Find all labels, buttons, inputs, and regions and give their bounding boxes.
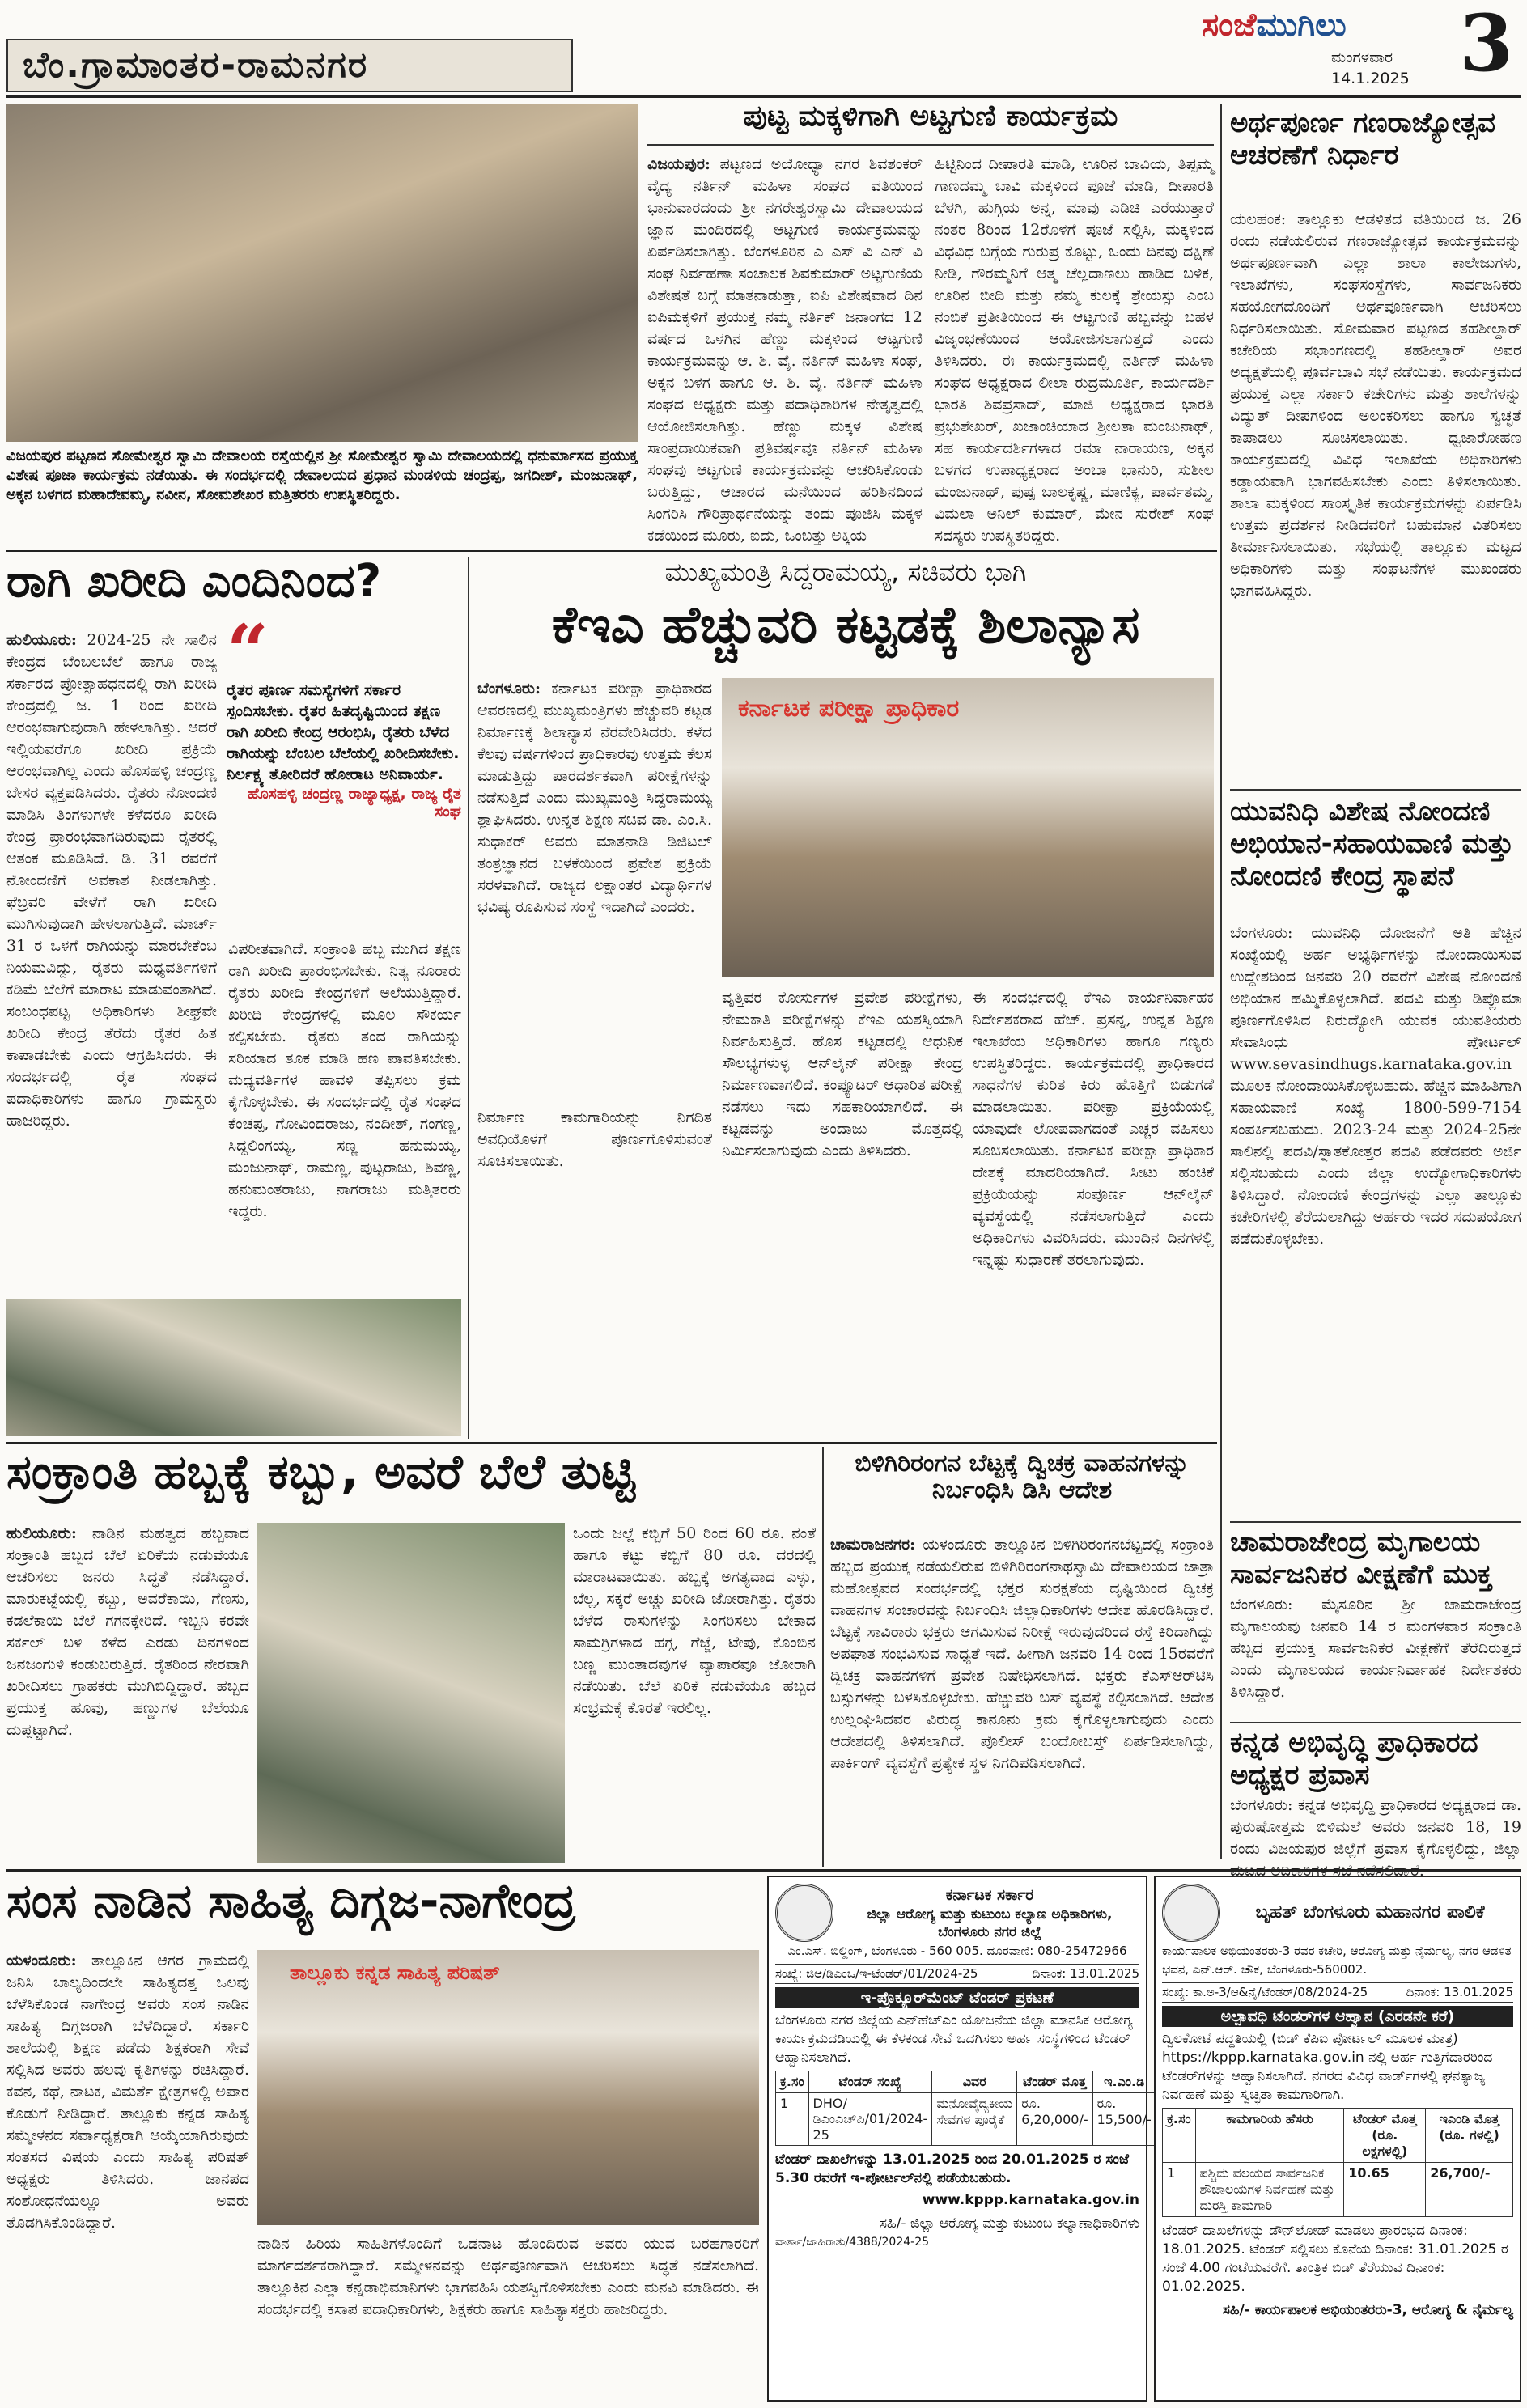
notice-health-sign: ಸಹಿ/- ಜಿಲ್ಲಾ ಆರೋಗ್ಯ ಮತ್ತು ಕುಟುಂಬ ಕಲ್ಯಾಣಾಧಿಕಾರಿಗಳು [879,2215,1139,2232]
ragi-quote-author: ಹೊಸಹಳ್ಳಿ ಚಂದ್ರಣ್ಣ ರಾಜ್ಯಾಧ್ಯಕ್ಷ, ರಾಜ್ಯ ರೈತ ಸಂಘ [247,785,461,820]
headline-biligiri: ಬಿಳಿಗಿರಿರಂಗನ ಬೆಟ್ಟಕ್ಕೆ ದ್ವಿಚಕ್ರ ವಾಹನಗಳನ್ನು ನಿರ್ಬಂಧಿಸಿ ಡಿಸಿ ಆದೇಶ [855,1449,1190,1504]
table-cell: 1 [1163,2163,1196,2217]
notice-bbmp-org: ಬೃಹತ್ ಬೆಂಗಳೂರು ಮಹಾನಗರ ಪಾಲಿಕೆ [1255,1902,1485,1923]
notice-bbmp [1154,1876,1521,2402]
kea-banner-text: ಕರ್ನಾಟಕ ಪರೀಕ್ಷಾ ಪ್ರಾಧಿಕಾರ [738,694,960,723]
lead-caption: ವಿಜಯಪುರ ಪಟ್ಟಣದ ಸೋಮೇಶ್ವರ ಸ್ವಾಮಿ ದೇವಾಲಯ ರಸ್ತೆಯಲ್ಲಿನ ಶ್ರೀ ಸೋಮೇಶ್ವರ ಸ್ವಾಮಿ ದೇವಾಲಯದಲ್ಲಿ ಧನುರ್ಮಾಸದ ಪ್ರಯುಕ್ತ ವಿಶೇಷ ಪೂಜಾ ಕಾರ್ಯಕ್ರಮ ನಡೆಯಿತು. ಈ ಸಂದರ್ಭದಲ್ಲಿ ದೇವಾಲಯದ ಪ್ರಧಾನ ಮಂಡಳಿಯ ಚಂದ್ರಪ್ಪ, ಜಗದೀಶ್, ಮಂಜುನಾಥ್, ಅಕ್ಕನ ಬಳಗದ ಮಹಾದೇವಮ್ಮ, ನವೀನ, ಸೋಮಶೇಖರ ಮತ್ತಿತರರು ಉಪಸ್ಥಿತರಿದ್ದರು. [6,447,638,503]
sidebar-text-republic: ಯಲಹಂಕ: ತಾಲ್ಲೂಕು ಆಡಳಿತದ ವತಿಯಿಂದ ಜ. 26 ರಂದು ನಡೆಯಲಿರುವ ಗಣರಾಜ್ಯೋತ್ಸವ ಕಾರ್ಯಕ್ರಮವನ್ನು ಅರ್ಥಪೂರ್ಣವಾಗಿ ಎಲ್ಲಾ ಶಾಲಾ ಕಾಲೇಜುಗಳು, ಇಲಾಖೆಗಳು, ಸಂಘಸಂಸ್ಥೆಗಳು, ಸಾರ್ವಜನಿಕರು ಸಹಯೋಗದೊಂದಿಗೆ ಅರ್ಥಪೂರ್ಣವಾಗಿ ಆಚರಿಸಲು ನಿರ್ಧರಿಸಲಾಯಿತು. ಸೋಮವಾರ ಪಟ್ಟಣದ ತಹಶೀಲ್ದಾರ್ ಕಚೇರಿಯ ಸಭಾಂಗಣದಲ್ಲಿ ತಹಶೀಲ್ದಾರ್ ಅವರ ಅಧ್ಯಕ್ಷತೆಯಲ್ಲಿ ಪೂರ್ವಭಾವಿ ಸಭೆ ನಡೆಯಿತು. ಕಾರ್ಯಕ್ರಮದ ಪ್ರಯುಕ್ತ ಎಲ್ಲಾ ಸರ್ಕಾರಿ ಕಚೇರಿಗಳು ಮತ್ತು ಶಾಲೆಗಳನ್ನು ವಿದ್ಯುತ್ ದೀಪಗಳಿಂದ ಅಲಂಕರಿಸಲು ಹಾಗೂ ಸ್ವಚ್ಛತೆ ಕಾಪಾಡಲು ಸೂಚಿಸಲಾಯಿತು. ಧ್ವಜಾರೋಹಣ ಕಾರ್ಯಕ್ರಮದಲ್ಲಿ ವಿವಿಧ ಇಲಾಖೆಯ ಅಧಿಕಾರಿಗಳು ಕಡ್ಡಾಯವಾಗಿ ಭಾಗವಹಿಸಬೇಕು ಎಂದು ತಿಳಿಸಲಾಯಿತು. ಶಾಲಾ ಮಕ್ಕಳಿಂದ ಸಾಂಸ್ಕೃತಿಕ ಕಾರ್ಯಕ್ರಮಗಳನ್ನು ಏರ್ಪಡಿಸಿ ಉತ್ತಮ ಪ್ರದರ್ಶನ ನೀಡಿದವರಿಗೆ ಬಹುಮಾನ ವಿತರಿಸಲು ತೀರ್ಮಾನಿಸಲಾಯಿತು. ಸಭೆಯಲ್ಲಿ ತಾಲ್ಲೂಕು ಮಟ್ಟದ ಅಧಿಕಾರಿಗಳು ಮತ್ತು ಸಂಘಟನೆಗಳ ಮುಖಂಡರು ಭಾಗವಹಿಸಿದ್ದರು. [1230,210,1521,600]
notice-health-title: ಇ-ಪ್ರೊಕ್ಯೂರ್‌ಮೆಂಟ್ ಟೆಂಡರ್ ಪ್ರಕಟಣೆ [775,1987,1139,2008]
section-label: ಬೆಂ.ಗ್ರಾಮಾಂತರ-ರಾಮನಗರ [6,39,573,92]
story-ragi-col2: ವಿಪರೀತವಾಗಿದೆ. ಸಂಕ್ರಾಂತಿ ಹಬ್ಬ ಮುಗಿದ ತಕ್ಷಣ ರಾಗಿ ಖರೀದಿ ಪ್ರಾರಂಭಿಸಬೇಕು. ನಿತ್ಯ ನೂರಾರು ರೈತರು ಖರೀದಿ ಕೇಂದ್ರಗಳಿಗೆ ಅಲೆಯುತ್ತಿದ್ದಾರೆ. ಖರೀದಿ ಕೇಂದ್ರಗಳಲ್ಲಿ ಮೂಲ ಸೌಕರ್ಯ ಕಲ್ಪಿಸಬೇಕು. ರೈತರು ತಂದ ರಾಗಿಯನ್ನು ಸರಿಯಾದ ತೂಕ ಮಾಡಿ ಹಣ ಪಾವತಿಸಬೇಕು. ಮಧ್ಯವರ್ತಿಗಳ ಹಾವಳಿ ತಪ್ಪಿಸಲು ಕ್ರಮ ಕೈಗೊಳ್ಳಬೇಕು. ಈ ಸಂದರ್ಭದಲ್ಲಿ ರೈತ ಸಂಘದ ಕೆಂಚಪ್ಪ, ಗೋವಿಂದರಾಜು, ನಂದೀಶ್, ಗಂಗಣ್ಣ, ಸಿದ್ದಲಿಂಗಯ್ಯ, ಸಣ್ಣ ಹನುಮಯ್ಯ, ಮಂಜುನಾಥ್, ರಾಮಣ್ಣ, ಪುಟ್ಟರಾಜು, ಶಿವಣ್ಣ, ಹನುಮಂತರಾಜು, ನಾಗರಾಜು ಮತ್ತಿತರರು ಇದ್ದರು. [228,940,461,1220]
table-header: ಕ್ರ.ಸಂ [1163,2109,1196,2163]
row-rule-1 [6,550,1217,552]
masthead-date: 14.1.2025 [1331,70,1410,87]
sidebar-title-kannada: ಕನ್ನಡ ಅಭಿವೃದ್ಧಿ ಪ್ರಾಧಿಕಾರದ ಅಧ್ಯಕ್ಷರ ಪ್ರವಾಸ [1230,1722,1521,1791]
headline-putta-makkalu: ಪುಟ್ಟ ಮಕ್ಕಳಿಗಾಗಿ ಅಟ್ಟಗುಣಿ ಕಾರ್ಯಕ್ರಮ [647,100,1214,146]
col-rule-biligiri [822,1447,824,1867]
story-putta-col1: ವಿಜಯಪುರ: ಪಟ್ಟಣದ ಅಯೋಧ್ಯಾ ನಗರ ಶಿವಶಂಕರ್ ವೈದ್ಯ ನರ್ತಿನ್ ಮಹಿಳಾ ಸಂಘದ ವತಿಯಿಂದ ಭಾನುವಾರದಂದು ಶ್ರೀ ನಗರೇಶ್ವರಸ್ವಾಮಿ ದೇವಾಲಯದ ಜ್ಞಾನ ಮಂದಿರದಲ್ಲಿ ಆಟ್ಟಗುಣಿ ಕಾರ್ಯಕ್ರಮವನ್ನು ಏರ್ಪಡಿಸಲಾಗಿತ್ತು. ಬೆಂಗಳೂರಿನ ಎ ಎಸ್ ವಿ ಎನ್ ವಿ ಸಂಘ ನಿರ್ವಹಣಾ ಸಂಚಾಲಕ ಶಿವಕುಮಾರ್ ಅಟ್ಟಗುಣಿಯ ವಿಶೇಷತೆ ಬಗ್ಗೆ ಮಾತನಾಡುತ್ತಾ, ಐಪಿ ವಿಶೇಷವಾದ ದಿನ ಐಪಿಮಕ್ಕಳಿಗೆ ಪ್ರಯುಕ್ತ ನಮ್ಮ ನರ್ತಿಕ್ ಜನಾಂಗದ 12 ವರ್ಷದ ಒಳಗಿನ ಹೆಣ್ಣು ಮಕ್ಕಳಿಂದ ಆಟ್ಟಗುಣಿ ಕಾರ್ಯಕ್ರಮವನ್ನು ಆ. ಶಿ. ವೈ. ನರ್ತಿನ್ ಮಹಿಳಾ ಸಂಘ, ಅಕ್ಕನ ಬಳಗ ಹಾಗೂ ಆ. ಶಿ. ವೈ. ನರ್ತಿನ್ ಮಹಿಳಾ ಸಂಘದ ಅಧ್ಯಕ್ಷರು ಮತ್ತು ಪದಾಧಿಕಾರಿಗಳ ನೇತೃತ್ವದಲ್ಲಿ ಆಯೋಜಿಸಲಾಗಿತ್ತು. ಹೆಣ್ಣು ಮಕ್ಕಳ ವಿಶೇಷ ಸಾಂಪ್ರದಾಯಿಕವಾಗಿ ಪ್ರತಿವರ್ಷವೂ ನರ್ತಿನ್ ಮಹಿಳಾ ಸಂಘವು ಆಟ್ಟಗುಣಿ ಕಾರ್ಯಕ್ರಮವನ್ನು ಆಚರಿಸಿಕೊಂಡು ಬರುತ್ತಿದ್ದು, ಆಚಾರದ ಮನೆಯಿಂದ ಹರಿಶಿನದಿಂದ ಸಿಂಗರಿಸಿ ಗೌರಿಪ್ರಾರ್ಥನೆಯನ್ನು ತಂದು ಪೂಜಿಸಿ ಮಕ್ಕಳ ಕಡೆಯಿಂದ ಮೂರು, ಐದು, ಒಂಬತ್ತು ಅಕ್ಕಿಯ [647,155,923,545]
notice-bbmp-sign: ಸಹಿ/- ಕಾರ್ಯಪಾಲಕ ಅಭಿಯಂತರರು-3, ಆರೋಗ್ಯ & ನೈರ್ಮಲ್ಯ [1222,2302,1513,2318]
story-nagendra-col2: ನಾಡಿನ ಹಿರಿಯ ಸಾಹಿತಿಗಳೊಂದಿಗೆ ಒಡನಾಟ ಹೊಂದಿರುವ ಅವರು ಯುವ ಬರಹಗಾರರಿಗೆ ಮಾರ್ಗದರ್ಶಕರಾಗಿದ್ದಾರೆ. ಸಮ್ಮೇಳನವನ್ನು ಅರ್ಥಪೂರ್ಣವಾಗಿ ಆಚರಿಸಲು ಸಿದ್ಧತೆ ನಡೆಸಲಾಗಿದೆ. ತಾಲ್ಲೂಕಿನ ಎಲ್ಲಾ ಕನ್ನಡಾಭಿಮಾನಿಗಳು ಭಾಗವಹಿಸಿ ಯಶಸ್ವಿಗೊಳಿಸಬೇಕು ಎಂದು ಮನವಿ ಮಾಡಿದರು. ಈ ಸಂದರ್ಭದಲ್ಲಿ ಕಸಾಪ ಪದಾಧಿಕಾರಿಗಳು, ಶಿಕ್ಷಕರು ಹಾಗೂ ಸಾಹಿತ್ಯಾಸಕ್ತರು ಹಾಜರಿದ್ದರು. [257,2235,759,2318]
sidebar-text-yuvanidhi: ಬೆಂಗಳೂರು: ಯುವನಿಧಿ ಯೋಜನೆಗೆ ಅತಿ ಹೆಚ್ಚಿನ ಸಂಖ್ಯೆಯಲ್ಲಿ ಅರ್ಹ ಅಭ್ಯರ್ಥಿಗಳನ್ನು ನೋಂದಾಯಿಸುವ ಉದ್ದೇಶದಿಂದ ಜನವರಿ 20 ರವರೆಗೆ ವಿಶೇಷ ನೋಂದಣಿ ಅಭಿಯಾನ ಹಮ್ಮಿಕೊಳ್ಳಲಾಗಿದೆ. ಪದವಿ ಮತ್ತು ಡಿಪ್ಲೊಮಾ ಪೂರ್ಣಗೊಳಿಸಿದ ನಿರುದ್ಯೋಗಿ ಯುವಕ ಯುವತಿಯರು ಸೇವಾಸಿಂಧು ಪೋರ್ಟಲ್ www.sevasindhugs.karnataka.gov.in ಮೂಲಕ ನೋಂದಾಯಿಸಿಕೊಳ್ಳಬಹುದು. ಹೆಚ್ಚಿನ ಮಾಹಿತಿಗಾಗಿ ಸಹಾಯವಾಣಿ ಸಂಖ್ಯೆ 1800-599-7154 ಸಂಪರ್ಕಿಸಬಹುದು. 2023-24 ಮತ್ತು 2024-25ನೇ ಸಾಲಿನಲ್ಲಿ ಪದವಿ/ಸ್ನಾತಕೋತ್ತರ ಪದವಿ ಪಡೆದವರು ಅರ್ಜಿ ಸಲ್ಲಿಸಬಹುದು ಎಂದು ಜಿಲ್ಲಾ ಉದ್ಯೋಗಾಧಿಕಾರಿಗಳು ತಿಳಿಸಿದ್ದಾರೆ. ನೋಂದಣಿ ಕೇಂದ್ರಗಳನ್ನು ಎಲ್ಲಾ ತಾಲ್ಲೂಕು ಕಚೇರಿಗಳಲ್ಲಿ ತೆರೆಯಲಾಗಿದ್ದು ಅರ್ಹರು ಇದರ ಸದುಪಯೋಗ ಪಡೆದುಕೊಳ್ಳಬೇಕು. [1230,924,1521,1248]
headline-sankranti: ಸಂಕ್ರಾಂತಿ ಹಬ್ಬಕ್ಕೆ ಕಬ್ಬು, ಅವರೆ ಬೆಲೆ ತುಟ್ಟಿ [6,1444,636,1499]
table-header: ಟೆಂಡರ್ ಮೊತ್ತ (ರೂ. ಲಕ್ಷಗಳಲ್ಲಿ) [1344,2109,1426,2163]
story-kea-col2: ವೃತ್ತಿಪರ ಕೋರ್ಸುಗಳ ಪ್ರವೇಶ ಪರೀಕ್ಷೆಗಳು, ನೇಮಕಾತಿ ಪರೀಕ್ಷೆಗಳನ್ನು ಕೆಇಎ ಯಶಸ್ವಿಯಾಗಿ ನಿರ್ವಹಿಸುತ್ತಿದೆ. ಹೊಸ ಕಟ್ಟಡದಲ್ಲಿ ಆಧುನಿಕ ಸೌಲಭ್ಯಗಳುಳ್ಳ ಆನ್‌ಲೈನ್ ಪರೀಕ್ಷಾ ಕೇಂದ್ರ ನಿರ್ಮಾಣವಾಗಲಿದೆ. ಕಂಪ್ಯೂಟರ್ ಆಧಾರಿತ ಪರೀಕ್ಷೆ ನಡೆಸಲು ಇದು ಸಹಕಾರಿಯಾಗಲಿದೆ. ಈ ಕಟ್ಟಡವನ್ನು ಅಂದಾಜು ಮೊತ್ತದಲ್ಲಿ ನಿರ್ಮಿಸಲಾಗುವುದು ಎಂದು ತಿಳಿಸಿದರು. [722,989,963,1159]
notice-health [767,1876,1152,2402]
bbmp-emblem-icon [1162,1884,1220,1942]
table-cell: 1 [776,2093,809,2146]
headline-ragi: ರಾಗಿ ಖರೀದಿ ಎಂದಿನಿಂದ? [6,555,382,608]
lead-photo [6,104,638,442]
sidebar-text-kannada: ಬೆಂಗಳೂರು: ಕನ್ನಡ ಅಭಿವೃದ್ಧಿ ಪ್ರಾಧಿಕಾರದ ಅಧ್ಯಕ್ಷರಾದ ಡಾ. ಪುರುಷೋತ್ತಮ ಬಿಳಿಮಲೆ ಅವರು ಜನವರಿ 18, 19 ರಂದು ವಿಜಯಪುರ ಜಿಲ್ಲೆಗೆ ಪ್ರವಾಸ ಕೈಗೊಳ್ಳಲಿದ್ದು, ಜಿಲ್ಲಾ [1230,1796,1521,1858]
kea-photo [722,678,1214,977]
masthead [1202,0,1521,92]
notice-bbmp-title: ಅಲ್ಪಾವಧಿ ಟೆಂಡರ್‌ಗಳ ಆಹ್ವಾನ (ಎರಡನೇ ಕರೆ) [1162,2006,1513,2027]
table-cell: ಪಶ್ಚಿಮ ವಲಯದ ಸಾರ್ವಜನಿಕ ಶೌಚಾಲಯಗಳ ನಿರ್ವಹಣೆ ಮತ್ತು ದುರಸ್ತಿ ಕಾಮಗಾರಿ [1195,2163,1344,2217]
sidebar-text-zoo: ಬೆಂಗಳೂರು: ಮೈಸೂರಿನ ಶ್ರೀ ಚಾಮರಾಜೇಂದ್ರ ಮೃಗಾಲಯವು ಜನವರಿ 14 ರ ಮಂಗಳವಾರ ಸಂಕ್ರಾಂತಿ ಹಬ್ಬದ ಪ್ರಯುಕ್ತ ಸಾರ್ವಜನಿಕರ ವೀಕ್ಷಣೆಗೆ ತೆರೆದಿರುತ್ತದೆ ಎಂದು ಮೃಗಾಲಯದ ಕಾರ್ಯನಿರ್ವಾಹಕ ನಿರ್ದೇಶಕರು ತಿಳಿಸಿದ್ದಾರೆ. [1230,1596,1521,1701]
nagendra-banner-text: ತಾಲ್ಲೂಕು ಕನ್ನಡ ಸಾಹಿತ್ಯ ಪರಿಷತ್ [290,1961,500,1984]
table-cell: 10.65 [1344,2163,1426,2217]
ragi-photo [6,1299,461,1436]
notice-bbmp-address: ಕಾರ್ಯಪಾಲಕ ಅಭಿಯಂತರರು-3 ರವರ ಕಚೇರಿ, ಆರೋಗ್ಯ ಮತ್ತು ನೈರ್ಮಲ್ಯ, ನಗರ ಆಡಳಿತ ಭವನ, ಎನ್.ಆರ್. ಚೌಕ, ಬೆಂಗಳೂರು-560002. [1162,1944,1512,1977]
top-rule [6,95,1521,98]
table-header: ಇ.ಎಂ.ಡಿ [1092,2071,1156,2093]
row-rule-3 [6,1869,1521,1872]
story-kea-col1: ಬೆಂಗಳೂರು: ಕರ್ನಾಟಕ ಪರೀಕ್ಷಾ ಪ್ರಾಧಿಕಾರದ ಆವರಣದಲ್ಲಿ ಮುಖ್ಯಮಂತ್ರಿಗಳು ಹೆಚ್ಚುವರಿ ಕಟ್ಟಡ ನಿರ್ಮಾಣಕ್ಕೆ ಶಿಲಾನ್ಯಾಸ ನೆರವೇರಿಸಿದರು. ಕಳೆದ ಕೆಲವು ವರ್ಷಗಳಿಂದ ಪ್ರಾಧಿಕಾರವು ಉತ್ತಮ ಕೆಲಸ ಮಾಡುತ್ತಿದ್ದು ಪಾರದರ್ಶಕವಾಗಿ ಪರೀಕ್ಷೆಗಳನ್ನು ನಡೆಸುತ್ತಿದೆ ಎಂದು ಮುಖ್ಯಮಂತ್ರಿ ಸಿದ್ದರಾಮಯ್ಯ ಶ್ಲಾಘಿಸಿದರು. ಉನ್ನತ ಶಿಕ್ಷಣ ಸಚಿವ ಡಾ. ಎಂ.ಸಿ. ಸುಧಾಕರ್ ಅವರು ಮಾತನಾಡಿ ಡಿಜಿಟಲ್ ತಂತ್ರಜ್ಞಾನದ ಬಳಕೆಯಿಂದ ಪ್ರವೇಶ ಪ್ರಕ್ರಿಯೆ ಸರಳವಾಗಿದೆ. ರಾಜ್ಯದ ಲಕ್ಷಾಂತರ ವಿದ್ಯಾರ್ಥಿಗಳ ಭವಿಷ್ಯ ರೂಪಿಸುವ ಸಂಸ್ಥೆ ಇದಾಗಿದೆ ಎಂದರು. [477,680,712,916]
notice-health-office: ಜಿಲ್ಲಾ ಆರೋಗ್ಯ ಮತ್ತು ಕುಟುಂಬ ಕಲ್ಯಾಣ ಅಧಿಕಾರಿಗಳು, ಬೆಂಗಳೂರು ನಗರ ಜಿಲ್ಲೆ [867,1906,1113,1940]
table-header: ಟೆಂಡರ್ ಸಂಖ್ಯೆ [808,2071,932,2093]
notice-bbmp-table [1162,2108,1513,2217]
sankranti-photo [257,1523,565,1863]
story-kea-col1b: ನಿರ್ಮಾಣ ಕಾಮಗಾರಿಯನ್ನು ನಿಗದಿತ ಅವಧಿಯೊಳಗೆ ಪೂರ್ಣಗೊಳಿಸುವಂತೆ ಸೂಚಿಸಲಾಯಿತು. [477,1109,712,1170]
story-sankranti-col1: ಹುಲಿಯೂರು: ನಾಡಿನ ಮಹತ್ವದ ಹಬ್ಬವಾದ ಸಂಕ್ರಾಂತಿ ಹಬ್ಬದ ಬೆಲೆ ಏರಿಕೆಯ ನಡುವೆಯೂ ಆಚರಿಸಲು ಜನರು ಸಿದ್ಧತೆ ನಡೆಸಿದ್ದಾರೆ. ಮಾರುಕಟ್ಟೆಯಲ್ಲಿ ಕಬ್ಬು, ಅವರೆಕಾಯಿ, ಗೆಣಸು, ಕಡಲೆಕಾಯಿ ಬೆಲೆ ಗಗನಕ್ಕೇರಿದೆ. ಇಬ್ಬನಿ ಕರವೇ ಸರ್ಕಲ್ ಬಳಿ ಕಳೆದ ಎರಡು ದಿನಗಳಿಂದ ಜನಜಂಗುಳಿ ಕಂಡುಬರುತ್ತಿದೆ. ರೈತರಿಂದ ನೇರವಾಗಿ ಖರೀದಿಸಲು ಗ್ರಾಹಕರು ಮುಗಿಬಿದ್ದಿದ್ದಾರೆ. ಹಬ್ಬದ ಪ್ರಯುಕ್ತ ಹೂವು, ಹಣ್ಣುಗಳ ಬೆಲೆಯೂ ದುಪ್ಪಟ್ಟಾಗಿದೆ. [6,1524,249,1739]
brand-logo: ಸಂಜೆಮುಗಿಲು [1202,6,1347,44]
story-biligiri: ಚಾಮರಾಜನಗರ: ಯಳಂದೂರು ತಾಲ್ಲೂಕಿನ ಬಿಳಿಗಿರಿರಂಗನಬೆಟ್ಟದಲ್ಲಿ ಸಂಕ್ರಾಂತಿ ಹಬ್ಬದ ಪ್ರಯುಕ್ತ ನಡೆಯಲಿರುವ ಬಿಳಿಗಿರಿರಂಗನಾಥಸ್ವಾಮಿ ದೇವಾಲಯದ ಜಾತ್ರಾ ಮಹೋತ್ಸವದ ಸಂದರ್ಭದಲ್ಲಿ ಭಕ್ತರ ಸುರಕ್ಷತೆಯ ದೃಷ್ಟಿಯಿಂದ ದ್ವಿಚಕ್ರ ವಾಹನಗಳ ಸಂಚಾರವನ್ನು ನಿರ್ಬಂಧಿಸಿ ಜಿಲ್ಲಾಧಿಕಾರಿಗಳು ಆದೇಶ ಹೊರಡಿಸಿದ್ದಾರೆ. ಬೆಟ್ಟಕ್ಕೆ ಸಾವಿರಾರು ಭಕ್ತರು ಆಗಮಿಸುವ ನಿರೀಕ್ಷೆ ಇರುವುದರಿಂದ ರಸ್ತೆ ಕಿರಿದಾಗಿದ್ದು ಅಪಘಾತ ಸಂಭವಿಸುವ ಸಾಧ್ಯತೆ ಇದೆ. ಹೀಗಾಗಿ ಜನವರಿ 14 ರಿಂದ 15ರವರೆಗೆ ದ್ವಿಚಕ್ರ ವಾಹನಗಳಿಗೆ ಪ್ರವೇಶ ನಿಷೇಧಿಸಲಾಗಿದೆ. ಭಕ್ತರು ಕೆಎಸ್‌ಆರ್‌ಟಿಸಿ ಬಸ್ಸುಗಳನ್ನು ಬಳಸಿಕೊಳ್ಳಬೇಕು. ಹೆಚ್ಚುವರಿ ಬಸ್ ವ್ಯವಸ್ಥೆ ಕಲ್ಪಿಸಲಾಗಿದೆ. ಆದೇಶ ಉಲ್ಲಂಘಿಸಿದವರ ವಿರುದ್ಧ ಕಾನೂನು ಕ್ರಮ ಕೈಗೊಳ್ಳಲಾಗುವುದು ಎಂದು ಆದೇಶದಲ್ಲಿ ತಿಳಿಸಲಾಗಿದೆ. ಪೊಲೀಸ್ ಬಂದೋಬಸ್ತ್ ಏರ್ಪಡಿಸಲಾಗಿದ್ದು, ಪಾರ್ಕಿಂಗ್ ವ್ಯವಸ್ಥೆಗೆ ಪ್ರತ್ಯೇಕ ಸ್ಥಳ ನಿಗದಿಪಡಿಸಲಾಗಿದೆ. [830,1536,1214,1772]
story-putta-col2: ಹಿಟ್ಟಿನಿಂದ ದೀಪಾರತಿ ಮಾಡಿ, ಊರಿನ ಬಾವಿಯ, ತಿಪ್ಪಮ್ಮ ಗಾಣದಮ್ಮ ಬಾವಿ ಮಕ್ಕಳಿಂದ ಪೂಜೆ ಮಾಡಿ, ದೀಪಾರತಿ ಬೆಳಗಿ, ಹುಗ್ಗಿಯ ಅನ್ನ, ಮಾವು ಎಡಿಚಿ ಎರೆಯುತ್ತಾರೆ ನಂತರ 8ರಿಂದ 12ರೊಳಗೆ ಪೂಜೆ ಸಲ್ಲಿಸಿ, ಮಕ್ಕಳಿಂದ ವಿಧವಿಧ ಬಗ್ಗೆಯ ಗುರುಪ್ರ ಕೊಟ್ಟು, ಒಂದು ದಿನವು ದಕ್ಷಿಣೆ ನೀಡಿ, ಗೌರಮ್ಮನಿಗೆ ಆತ್ಮ ಚೆಲ್ಲದಾಣಲು ಹಾಡಿದ ಬಳಿಕ, ಊರಿನ ಬೀದಿ ಮತ್ತು ನಮ್ಮ ಕುಲಕ್ಕೆ ಶ್ರೇಯಸ್ಸು ಎಂಬ ನಂಬಿಕೆ ಪ್ರತೀತಿಯಿಂದ ಈ ಆಟ್ಟಗುಣಿ ಹಬ್ಬವನ್ನು ಬಹಳ ವಿಜೃಂಭಣೆಯಿಂದ ಆಯೋಜಿಸಲಾಗುತ್ತದೆ ಎಂದು ತಿಳಿಸಿದರು. ಈ ಕಾರ್ಯಕ್ರಮದಲ್ಲಿ ನರ್ತಿನ್ ಮಹಿಳಾ ಸಂಘದ ಅಧ್ಯಕ್ಷರಾದ ಲೀಲಾ ರುದ್ರಮೂರ್ತಿ, ಕಾರ್ಯದರ್ಶಿ ಭಾರತಿ ಶಿವಪ್ರಸಾದ್, ಮಾಜಿ ಅಧ್ಯಕ್ಷರಾದ ಭಾರತಿ ಪ್ರಭುಶೇಖರ್, ಖಜಾಂಚಿಯಾದ ಶ್ರೀಲತಾ ಮಂಜುನಾಥ್, ಸಹ ಕಾರ್ಯದರ್ಶಿಗಳಾದ ರಮಾ ನಾರಾಯಣ, ಅಕ್ಕನ ಬಳಗದ ಉಪಾಧ್ಯಕ್ಷರಾದ ಅಂಬಾ ಭಾನುರಿ, ಸುಶೀಲ ಮಂಜುನಾಥ್, ಪುಷ್ಪ ಬಾಲಕೃಷ್ಣ, ಮಾಣಿಕ್ಯ, ಪಾರ್ವತಮ್ಮ, ವಿಮಲಾ ಅನಿಲ್ ಕುಮಾರ್, ಮೇನ ಸುರೇಶ್ ಸಂಘ ಸದಸ್ಯರು ಉಪಸ್ಥಿತರಿದ್ದರು. [935,155,1214,545]
notice-health-table [775,2071,1156,2146]
page-number: 3 [1459,0,1513,89]
notice-health-website[interactable]: www.kppp.karnataka.gov.in [922,2192,1139,2208]
table-cell: ರೂ. 15,500/- [1092,2093,1156,2146]
story-ragi-col1: ಹುಲಿಯೂರು: 2024-25 ನೇ ಸಾಲಿನ ಕೇಂದ್ರದ ಬೆಂಬಲಬೆಲೆ ಹಾಗೂ ರಾಜ್ಯ ಸರ್ಕಾರದ ಪ್ರೋತ್ಸಾಹಧನದಲ್ಲಿ ರಾಗಿ ಖರೀದಿ ಕೇಂದ್ರದಲ್ಲಿ ಜ. 1 ರಿಂದ ಖರೀದಿ ಆರಂಭವಾಗುವುದಾಗಿ ಹೇಳಲಾಗಿತ್ತು. ಆದರೆ ಇಲ್ಲಿಯವರೆಗೂ ಖರೀದಿ ಪ್ರಕ್ರಿಯೆ ಆರಂಭವಾಗಿಲ್ಲ ಎಂದು ಹೊಸಹಳ್ಳಿ ಚಂದ್ರಣ್ಣ ಬೇಸರ ವ್ಯಕ್ತಪಡಿಸಿದರು. ರೈತರು ನೋಂದಣಿ ಮಾಡಿಸಿ ತಿಂಗಳುಗಳೇ ಕಳೆದರೂ ಖರೀದಿ ಕೇಂದ್ರ ಪ್ರಾರಂಭವಾಗದಿರುವುದು ರೈತರಲ್ಲಿ ಆತಂಕ ಮೂಡಿಸಿದೆ. ಡಿ. 31 ರವರೆಗೆ ನೋಂದಣಿಗೆ ಅವಕಾಶ ನೀಡಲಾಗಿತ್ತು. ಫೆಬ್ರವರಿ ವೇಳೆಗೆ ರಾಗಿ ಖರೀದಿ ಮುಗಿಸುವುದಾಗಿ ಹೇಳಲಾಗುತ್ತಿದೆ. ಮಾರ್ಚ್ 31 ರ ಒಳಗೆ ರಾಗಿಯನ್ನು ಮಾರಬೇಕೆಂಬ ನಿಯಮವಿದ್ದು, ರೈತರು ಮಧ್ಯವರ್ತಿಗಳಿಗೆ ಕಡಿಮೆ ಬೆಲೆಗೆ ಮಾರಾಟ ಮಾಡುವಂತಾಗಿದೆ. ಸಂಬಂಧಪಟ್ಟ ಅಧಿಕಾರಿಗಳು ಶೀಘ್ರವೇ ಖರೀದಿ ಕೇಂದ್ರ ತೆರೆದು ರೈತರ ಹಿತ ಕಾಪಾಡಬೇಕು ಎಂದು ಆಗ್ರಹಿಸಿದರು. ಈ ಸಂದರ್ಭದಲ್ಲಿ ರೈತ ಸಂಘದ ಪದಾಧಿಕಾರಿಗಳು ಹಾಗೂ ಗ್ರಾಮಸ್ಥರು ಹಾಜರಿದ್ದರು. [6,631,217,1130]
sidebar-rule [1220,104,1222,1859]
notice-health-gov: ಕರ್ನಾಟಕ ಸರ್ಕಾರ [945,1886,1034,1904]
nagendra-photo [257,1950,759,2225]
story-kea-col3: ಈ ಸಂದರ್ಭದಲ್ಲಿ ಕೆಇಎ ಕಾರ್ಯನಿರ್ವಾಹಕ ನಿರ್ದೇಶಕರಾದ ಹೆಚ್. ಪ್ರಸನ್ನ, ಉನ್ನತ ಶಿಕ್ಷಣ ಇಲಾಖೆಯ ಅಧಿಕಾರಿಗಳು ಹಾಗೂ ಗಣ್ಯರು ಉಪಸ್ಥಿತರಿದ್ದರು. ಕಾರ್ಯಕ್ರಮದಲ್ಲಿ ಪ್ರಾಧಿಕಾರದ ಸಾಧನೆಗಳ ಕುರಿತ ಕಿರು ಹೊತ್ತಿಗೆ ಬಿಡುಗಡೆ ಮಾಡಲಾಯಿತು. ಪರೀಕ್ಷಾ ಪ್ರಕ್ರಿಯೆಯಲ್ಲಿ ಯಾವುದೇ ಲೋಪವಾಗದಂತೆ ಎಚ್ಚರ ವಹಿಸಲು ಸೂಚಿಸಲಾಯಿತು. ಕರ್ನಾಟಕ ಪರೀಕ್ಷಾ ಪ್ರಾಧಿಕಾರ ದೇಶಕ್ಕೆ ಮಾದರಿಯಾಗಿದೆ. ಸೀಟು ಹಂಚಿಕೆ ಪ್ರಕ್ರಿಯೆಯನ್ನು ಸಂಪೂರ್ಣ ಆನ್‌ಲೈನ್ ವ್ಯವಸ್ಥೆಯಲ್ಲಿ ನಡೆಸಲಾಗುತ್ತಿದೆ ಎಂದು ಅಧಿಕಾರಿಗಳು ವಿವರಿಸಿದರು. ಮುಂದಿನ ದಿನಗಳಲ್ಲಿ ಇನ್ನಷ್ಟು ಸುಧಾರಣೆ ತರಲಾಗುವುದು. [973,989,1214,1269]
table-cell: ರೂ. 6,20,000/- [1017,2093,1092,2146]
notice-health-ref: ಸಂಖ್ಯೆ: ಜಿಆ/ಡಿಎಂಒ/ಇ-ಟೆಂಡರ್/01/2024-25 [775,1966,978,1981]
table-cell: 26,700/- [1426,2163,1513,2217]
table-header: ಟೆಂಡರ್ ಮೊತ್ತ [1017,2071,1092,2093]
sidebar-title-zoo: ಚಾಮರಾಜೇಂದ್ರ ಮೃಗಾಲಯ ಸಾರ್ವಜನಿಕರ ವೀಕ್ಷಣೆಗೆ ಮುಕ್ತ [1230,1521,1521,1590]
masthead-day: ಮಂಗಳವಾರ [1331,49,1393,66]
kicker-kea: ಮುಖ್ಯಮಂತ್ರಿ ಸಿದ್ದರಾಮಯ್ಯ, ಸಚಿವರು ಭಾಗಿ [664,557,1027,587]
col-rule-kea [468,557,469,1439]
notice-health-dip: ವಾರ್ತಾ/ಜಾಹಿರಾತು/4388/2024-25 [775,2236,930,2249]
ragi-quote: ರೈತರ ಪೂರ್ಣ ಸಮಸ್ಯೆಗಳಿಗೆ ಸರ್ಕಾರ ಸ್ಪಂದಿಸಬೇಕು. ರೈತರ ಹಿತದೃಷ್ಟಿಯಿಂದ ತಕ್ಷಣ ರಾಗಿ ಖರೀದಿ ಕೇಂದ್ರ ಆರಂಭಿಸಿ, ರೈತರು ಬೆಳೆದ ರಾಗಿಯನ್ನು ಬೆಂಬಲ ಬೆಲೆಯಲ್ಲಿ ಖರೀದಿಸಬೇಕು. ನಿರ್ಲಕ್ಷ್ಯ ತೋರಿದರೆ ಹೋರಾಟ ಅನಿವಾರ್ಯ. [227,681,460,783]
notice-health-address: ಎಂ.ಎಸ್. ಬಿಲ್ಡಿಂಗ್, ಬೆಂಗಳೂರು - 560 005. ದೂರವಾಣಿ: 080-25472966 [787,1944,1127,1958]
table-header: ಕ್ರ.ಸಂ [776,2071,809,2093]
headline-nagendra: ಸಂಸ ನಾಡಿನ ಸಾಹಿತ್ಯ ದಿಗ್ಗಜ-ನಾಗೇಂದ್ರ [6,1873,576,1928]
sidebar-title-yuvanidhi: ಯುವನಿಧಿ ವಿಶೇಷ ನೋಂದಣಿ ಅಭಿಯಾನ-ಸಹಾಯವಾಣಿ ಮತ್ತು ನೋಂದಣಿ ಕೇಂದ್ರ ಸ್ಥಾಪನೆ [1230,789,1521,918]
notice-bbmp-date: ದಿನಾಂಕ: 13.01.2025 [1406,1985,1513,1999]
ragi-quote-box [227,608,461,931]
table-header: ವಿವರ [932,2071,1017,2093]
table-header: ಕಾಮಗಾರಿಯ ಹೆಸರು [1195,2109,1344,2163]
sidebar-title-republic: ಅರ್ಥಪೂರ್ಣ ಗಣರಾಜ್ಯೋತ್ಸವ ಆಚರಣೆಗೆ ನಿರ್ಧಾರ [1230,107,1496,172]
notice-bbmp-intro: ದ್ವಿಲಕೋಟೆ ಪದ್ಧತಿಯಲ್ಲಿ (ಬಿಡ್ ಕೆಪಿಐ ಪೋರ್ಟಲ್ ಮೂಲಕ ಮಾತ್ರ) https://kppp.karnataka.gov.in ನಲ್ಲಿ ಅರ್ಹ ಗುತ್ತಿಗೆದಾರರಿಂದ ಟೆಂಡರ್‌ಗಳನ್ನು ಆಹ್ವಾನಿಸಲಾಗಿದೆ. ನಗರದ ವಿವಿಧ ವಾರ್ಡ್‌ಗಳಲ್ಲಿ ಘನತ್ಯಾಜ್ಯ ನಿರ್ವಹಣೆ ಮತ್ತು ಸ್ವಚ್ಛತಾ ಕಾಮಗಾರಿಗಾಗಿ. [1162,2031,1493,2103]
table-cell: ಮನೋವೈದ್ಯಕೀಯ ಸೇವೆಗಳ ಪೂರೈಕೆ [932,2093,1017,2146]
story-nagendra-col1: ಯಳಂದೂರು: ತಾಲ್ಲೂಕಿನ ಆಗರ ಗ್ರಾಮದಲ್ಲಿ ಜನಿಸಿ ಬಾಲ್ಯದಿಂದಲೇ ಸಾಹಿತ್ಯದತ್ತ ಒಲವು ಬೆಳೆಸಿಕೊಂಡ ನಾಗೇಂದ್ರ ಅವರು ಸಂಸ ನಾಡಿನ ಸಾಹಿತ್ಯ ದಿಗ್ಗಜರಾಗಿ ಬೆಳೆದಿದ್ದಾರೆ. ಸರ್ಕಾರಿ ಶಾಲೆಯಲ್ಲಿ ಶಿಕ್ಷಣ ಪಡೆದು ಶಿಕ್ಷಕರಾಗಿ ಸೇವೆ ಸಲ್ಲಿಸಿದ ಅವರು ಹಲವು ಕೃತಿಗಳನ್ನು ರಚಿಸಿದ್ದಾರೆ. ಕವನ, ಕಥೆ, ನಾಟಕ, ವಿಮರ್ಶೆ ಕ್ಷೇತ್ರಗಳಲ್ಲಿ ಅಪಾರ ಕೊಡುಗೆ ನೀಡಿದ್ದಾರೆ. ತಾಲ್ಲೂಕು ಕನ್ನಡ ಸಾಹಿತ್ಯ ಸಮ್ಮೇಳನದ ಸರ್ವಾಧ್ಯಕ್ಷರಾಗಿ ಆಯ್ಕೆಯಾಗಿರುವುದು ಸಂತಸದ ವಿಷಯ ಎಂದು ಸಾಹಿತ್ಯ ಪರಿಷತ್ ಅಧ್ಯಕ್ಷರು ತಿಳಿಸಿದರು. ಜಾನಪದ ಸಂಶೋಧನೆಯಲ್ಲೂ ಅವರು ತೊಡಗಿಸಿಕೊಂಡಿದ್ದಾರೆ. [6,1952,249,2232]
notice-bbmp-ref: ಸಂಖ್ಯೆ: ಕಾ.ಅ-3/ಆ&ನೈ/ಟೆಂಡರ್/08/2024-25 [1162,1985,1368,1999]
quote-mark-icon: “ [227,608,269,694]
notice-health-date: ದಿನಾಂಕ: 13.01.2025 [1032,1966,1139,1981]
headline-kea: ಕೆಇಎ ಹೆಚ್ಚುವರಿ ಕಟ್ಟಡಕ್ಕೆ ಶಿಲಾನ್ಯಾಸ [551,596,1140,655]
story-sankranti-col2: ಒಂದು ಜಲ್ಲೆ ಕಬ್ಬಿಗೆ 50 ರಿಂದ 60 ರೂ. ನಂತೆ ಹಾಗೂ ಕಟ್ಟು ಕಬ್ಬಿಗೆ 80 ರೂ. ದರದಲ್ಲಿ ಮಾರಾಟವಾಯಿತು. ಹಬ್ಬಕ್ಕೆ ಅಗತ್ಯವಾದ ಎಳ್ಳು, ಬೆಲ್ಲ, ಸಕ್ಕರೆ ಅಚ್ಚು ಖರೀದಿ ಜೋರಾಗಿತ್ತು. ರೈತರು ಬೆಳೆದ ರಾಸುಗಳನ್ನು ಸಿಂಗರಿಸಲು ಬೇಕಾದ ಸಾಮಗ್ರಿಗಳಾದ ಹಗ್ಗ, ಗೆಜ್ಜೆ, ಟೇಪು, ಕೊಂಬಿನ ಬಣ್ಣ ಮುಂತಾದವುಗಳ ವ್ಯಾಪಾರವೂ ಜೋರಾಗಿ ನಡೆಯಿತು. ಬೆಲೆ ಏರಿಕೆ ನಡುವೆಯೂ ಹಬ್ಬದ ಸಂಭ್ರಮಕ್ಕೆ ಕೊರತೆ ಇರಲಿಲ್ಲ. [573,1524,816,1717]
row-rule-2 [6,1442,1217,1444]
notice-health-footer: ಟೆಂಡರ್ ದಾಖಲೆಗಳನ್ನು 13.01.2025 ರಿಂದ 20.01.2025 ರ ಸಂಜೆ 5.30 ರವರೆಗೆ ಇ-ಪೋರ್ಟಲ್‌ನಲ್ಲಿ ಪಡೆಯಬಹುದು. [775,2152,1130,2186]
notice-health-intro: ಬೆಂಗಳೂರು ನಗರ ಜಿಲ್ಲೆಯ ಎನ್‌ಹೆಚ್‌ಎಂ ಯೋಜನೆಯ ಜಿಲ್ಲಾ ಮಾನಸಿಕ ಆರೋಗ್ಯ ಕಾರ್ಯಕ್ರಮದಡಿಯಲ್ಲಿ ಈ ಕೆಳಕಂಡ ಸೇವೆ ಒದಗಿಸಲು ಅರ್ಹ ಸಂಸ್ಥೆಗಳಿಂದ ಟೆಂಡರ್ ಆಹ್ವಾನಿಸಲಾಗಿದೆ. [775,2012,1133,2066]
table-row [776,2093,1156,2146]
govt-emblem-icon [775,1884,833,1942]
table-header: ಇಎಂಡಿ ಮೊತ್ತ (ರೂ. ಗಳಲ್ಲಿ) [1426,2109,1513,2163]
table-cell: DHO/ಡಿಎಂಎಚ್‌ಪಿ/01/2024-25 [808,2093,932,2146]
table-row [1163,2163,1513,2217]
notice-bbmp-footer: ಟೆಂಡರ್ ದಾಖಲೆಗಳನ್ನು ಡೌನ್‌ಲೋಡ್ ಮಾಡಲು ಪ್ರಾರಂಭದ ದಿನಾಂಕ: 18.01.2025. ಟೆಂಡರ್ ಸಲ್ಲಿಸಲು ಕೊನೆಯ ದಿನಾಂಕ: 31.01.2025 ರ ಸಂಜೆ 4.00 ಗಂಟೆಯವರೆಗೆ. ತಾಂತ್ರಿಕ ಬಿಡ್ ತೆರೆಯುವ ದಿನಾಂಕ: 01.02.2025. [1162,2223,1508,2295]
